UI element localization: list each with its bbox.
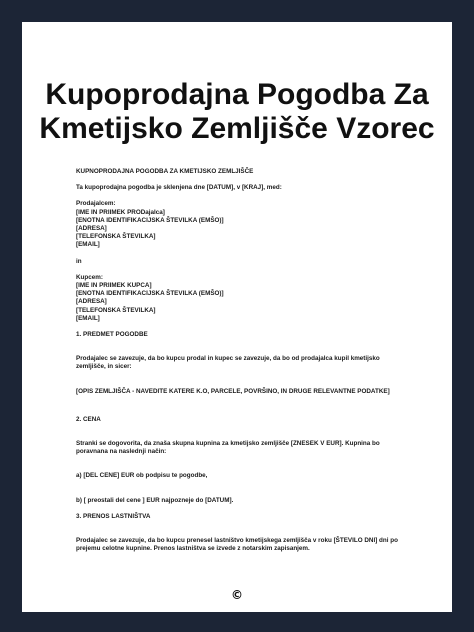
- buyer-address: [ADRESA]: [76, 298, 107, 306]
- buyer-email: [EMAIL]: [76, 314, 100, 322]
- section-2-text-line-2: poravnana na naslednji način:: [76, 448, 167, 456]
- section-3-title: 3. PRENOS LASTNIŠTVA: [76, 512, 151, 520]
- seller-name: [IME IN PRIIMEK PRODajalca]: [76, 208, 165, 216]
- intro-text: Ta kupoprodajna pogodba je sklenjena dne [DATUM], v [KRAJ], med:: [76, 184, 282, 192]
- copyright-icon: ©: [231, 588, 243, 602]
- and-text: in: [76, 257, 82, 265]
- page-title: [22, 78, 452, 146]
- section-1-title: 1. PREDMET POGODBE: [76, 331, 148, 339]
- section-2-title: 2. CENA: [76, 415, 101, 423]
- section-2-text-line-1: Stranki se dogovorita, da znaša skupna kupnina za kmetijsko zemljišče [ZNESEK V EUR]. Kupnina bo: [76, 440, 380, 448]
- document-heading: KUPNOPRODAJNA POGODBA ZA KMETIJSKO ZEMLJIŠČE: [76, 168, 254, 175]
- seller-email: [EMAIL]: [76, 241, 100, 249]
- seller-emso: [ENOTNA IDENTIFIKACIJSKA ŠTEVILKA (EMŠO)]: [76, 216, 224, 224]
- page-title-line-1: Kupoprodajna Pogodba Za: [45, 78, 429, 111]
- buyer-name: [IME IN PRIIMEK KUPCA]: [76, 282, 152, 290]
- page-title-line-2: Kmetijsko Zemljišče Vzorec: [39, 112, 435, 145]
- buyer-emso: [ENOTNA IDENTIFIKACIJSKA ŠTEVILKA (EMŠO)]: [76, 290, 224, 298]
- section-2-item-a: a) [DEL CENE] EUR ob podpisu te pogodbe,: [76, 472, 208, 480]
- section-1-text-line-1: Prodajalec se zavezuje, da bo kupcu prodal in kupec se zavezuje, da bo od prodajalca kupil kmetijsko: [76, 355, 380, 363]
- document-body: [76, 168, 406, 553]
- section-3-text-line-2: prejemu celotne kupnine. Prenos lastništva se izvede z notarskim zapisanjem.: [76, 545, 310, 553]
- section-2-item-b: b) [ preostali del cene ] EUR najpozneje do [DATUM].: [76, 496, 234, 504]
- seller-address: [ADRESA]: [76, 225, 107, 233]
- buyer-phone: [TELEFONSKA ŠTEVILKA]: [76, 306, 156, 314]
- section-1-text-line-2: zemljišče, in sicer:: [76, 363, 132, 371]
- seller-label: Prodajalcem:: [76, 200, 116, 208]
- document-page: [22, 22, 452, 612]
- section-3-text-line-1: Prodajalec se zavezuje, da bo kupcu prenesel lastništvo kmetijskega zemljišča v roku [ŠTEVILO DNI] dni po: [76, 537, 398, 545]
- buyer-label: Kupcem:: [76, 273, 103, 281]
- seller-phone: [TELEFONSKA ŠTEVILKA]: [76, 233, 156, 241]
- section-1-placeholder: [OPIS ZEMLJIŠČA - NAVEDITE KATERE K.O, PARCELE, POVRŠINO, IN DRUGE RELEVANTNE PODATKE]: [76, 387, 390, 395]
